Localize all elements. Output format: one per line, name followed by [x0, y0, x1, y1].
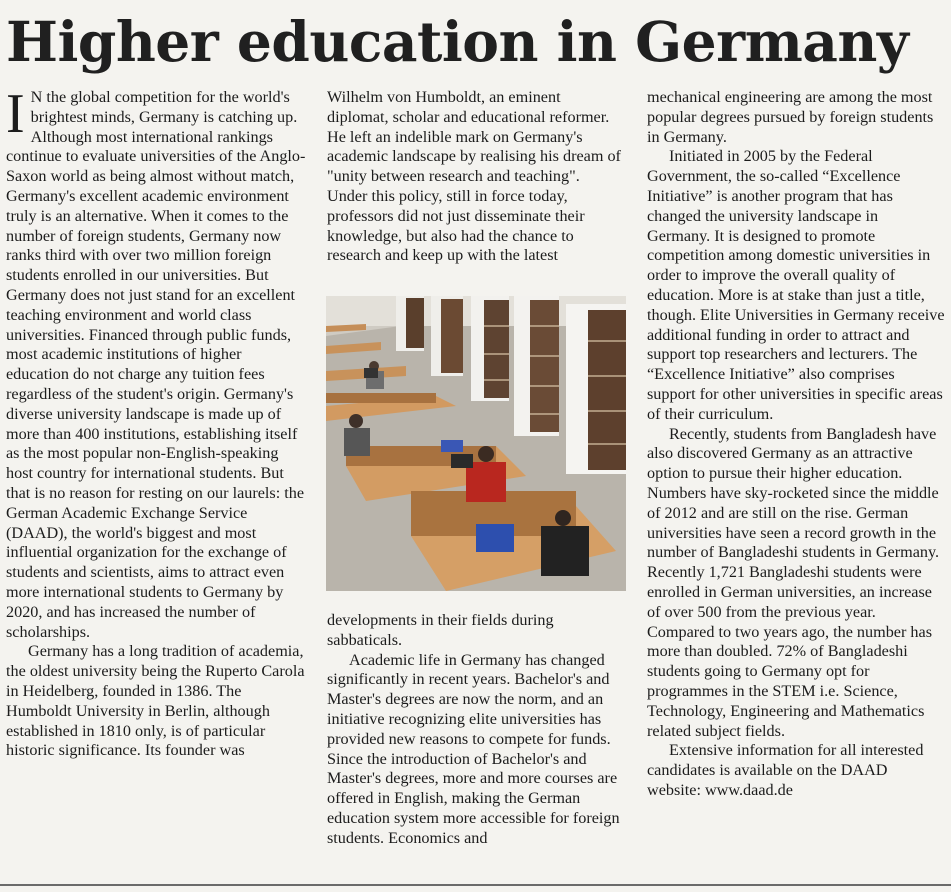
library-photo — [326, 296, 626, 591]
paragraph-1 — [6, 83, 308, 642]
drop-cap: I — [6, 83, 25, 145]
article-column-2-bottom — [327, 611, 625, 849]
paragraph-3: Wilhelm von Humboldt, an eminent diplomat, scholar and educational reformer. He left an indelible mark on Germany's academic landscape by realising his dream of "unity between research and teaching". Under this policy, still in force today, professors did not just disseminate their knowledge, but also had the chance to research and keep up with the latest — [327, 88, 621, 265]
library-photo-illustration — [326, 296, 626, 591]
paragraph-5: Initiated in 2005 by the Federal Government, the so-called “Excellence Initiative” is another program that has changed the university landscape in Germany. It is designed to promote competition among domestic universities in order to improve the overall quality of education. More is at stake than just a title, though. Elite Universities in Germany receive additional funding in order to attract and support top researchers and lecturers. The “Excellence Initiative” also comprises support for other universities in specific areas of their curriculum. — [647, 147, 945, 423]
bottom-rule — [0, 884, 951, 886]
article-column-3 — [647, 88, 945, 801]
article-column-1 — [6, 83, 308, 761]
paragraph-1-text: N the global competition for the world's brightest minds, Germany is catching up. Although most international rankings continue to evaluate universities of the Anglo-Saxon world as being almost without match, Germany's excellent academic environment truly is an alternative. When it comes to the number of foreign students, Germany now ranks third with over two million foreign students enrolled in our universities. But Germany does not just stand for an excellent teaching environment and world class universities. Financed through public funds, most academic institutions of higher education do not charge any tuition fees regardless of the student's origin. Germany's diverse university landscape is made up of more than 400 institutions, establishing itself as the most popular non-English-speaking host country for international students. But that is no reason for resting on our laurels: the German Academic Exchange Service (DAAD), the world's biggest and most influential organization for the exchange of students and scientists, aims to attract even more international students to Germany by 2020, and has increased the number of scholarships. — [6, 88, 306, 641]
paragraph-4: Academic life in Germany has changed significantly in recent years. Bachelor's and Master's degrees are now the norm, and an initiative recognizing elite universities has provided new reasons to compete for funds. Since the introduction of Bachelor's and Master's degrees, more and more courses are offered in English, making the German education system more accessible for foreign students. Economics and — [327, 650, 620, 847]
paragraph-3-continued: developments in their fields during sabbaticals. — [327, 611, 554, 649]
paragraph-4-continued: mechanical engineering are among the most popular degrees pursued by foreign students in Germany. — [647, 88, 934, 146]
headline: Higher education in Germany — [6, 9, 909, 74]
paragraph-6: Recently, students from Bangladesh have also discovered Germany as an attractive option to pursue their higher education. Numbers have sky-rocketed since the middle of 2012 and are still on the rise. German universities have seen a record growth in the number of Bangladeshi students in Germany. Recently 1,721 Bangladeshi students were enrolled in German universities, an increase of over 500 from the previous year. Compared to two years ago, the number has more than doubled. 72% of Bangladeshi students going to Germany opt for programmes in the STEM i.e. Science, Technology, Engineering and Mathematics related subject fields. — [647, 424, 940, 740]
paragraph-2: Germany has a long tradition of academia, the oldest university being the Ruperto Carola in Heidelberg, founded in 1386. The Humboldt University in Berlin, although established in 1810 only, is of particular historic significance. Its founder was — [6, 642, 305, 760]
article-column-2-top — [327, 88, 622, 266]
paragraph-7: Extensive information for all interested candidates is available on the DAAD website: www.daad.de — [647, 741, 924, 799]
